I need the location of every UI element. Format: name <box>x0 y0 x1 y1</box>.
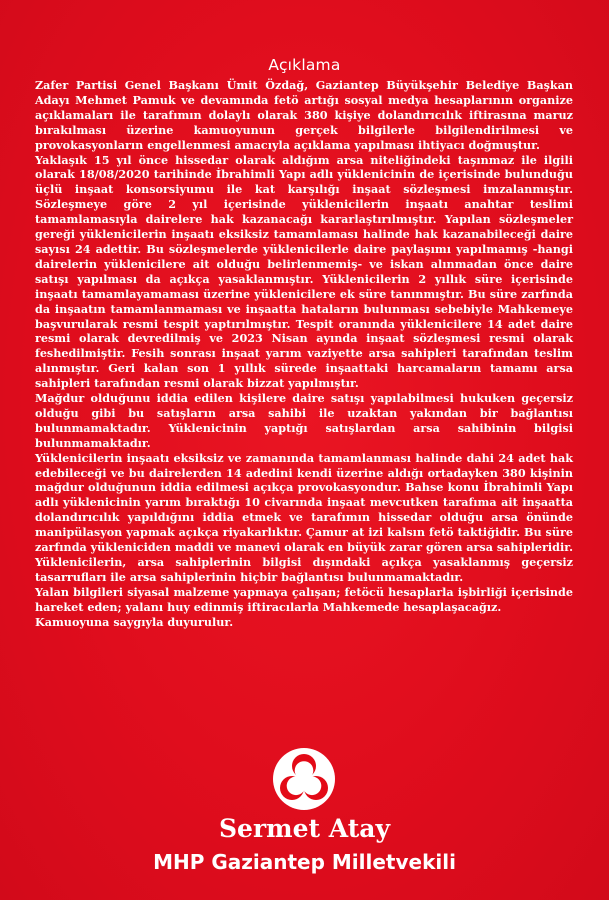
document-title: Açıklama <box>268 56 341 74</box>
signer-title: MHP Gaziantep Milletvekili <box>153 850 456 874</box>
paragraph-contract-history: Yaklaşık 15 yıl önce hissedar olarak aldığım arsa niteliğindeki taşınmaz ile ilgili olarak 18/08/2020 tarihinde İbrahimli Yapı adlı yüklenicinin de içerisinde bulunduğu üçlü inşaat konsorsiyumu ile kat karşılığı inşaat sözleşmesi imzalanmıştır. Sözleşmeye göre 2 yıl içerisinde yüklenicilerin inşaatı anahtar teslimi tamamlamasıyla dairelere hak kazanacağı kararlaştırılmıştır. Yapılan sözleşmeler gereği yüklenicilerin inşaatı eksiksiz tamamlaması halinde hak kazanabileceği daire sayısı 24 adettir. Bu sözleşmelerde yüklenicilerle daire paylaşımı yapılmamış -hangi dairelerin yüklenicilere ait olduğu belirlenmemiş- ve iskan alınmadan önce daire satışı yapılması da açıkça yasaklanmıştır. Yüklenicilerin 2 yıllık süre içerisinde inşaatı tamamlayamaması üzerine yüklenicilere ek süre tanınmıştır. Bu süre zarfında da inşaatın tamamlanmaması ve inşaatta hataların bulunması sebebiyle Mahkemeye başvurularak resmi tespit yaptırılmıştır. Tespit oranında yüklenicilere 14 adet daire resmi olarak devredilmiş ve 2023 Nisan ayında inşaat sözleşmesi resmi olarak feshedilmiştir. Fesih sonrası inşaat yarım vaziyette arsa sahipleri tarafından teslim alınmıştır. Geri kalan son 1 yıllık sürede inşaattaki harcamaların tamamı arsa sahipleri tarafından resmi olarak bizzat yapılmıştır. <box>35 152 573 391</box>
paragraph-court-warning: Yalan bilgileri siyasal malzeme yapmaya çalışan; fetöcü hesaplarla işbirliği içerisinde hareket eden; yalanı huy edinmiş iftiracılarla Mahkemede hesaplaşacağız. <box>35 584 573 614</box>
paragraph-sales-invalid: Mağdur olduğunu iddia edilen kişilere daire satışı yapılabilmesi hukuken geçersiz olduğu gibi bu satışların arsa sahibi ile uzaktan yakından bir bağlantısı bulunmamaktadır. Yüklenicinin yaptığı satışlardan arsa sahibinin bilgisi bulunmamaktadır. <box>35 391 573 450</box>
signer-name: Sermet Atay <box>219 814 390 843</box>
paragraph-provocation: Yüklenicilerin inşaatı eksiksiz ve zamanında tamamlanması halinde dahi 24 adet hak edebileceği ve bu dairelerden 14 adedini kendi üzerine aldığı ortadayken 380 kişinin mağdur olduğunun iddia edilmesi açıkça provokasyondur. Bahse konu İbrahimli Yapı adlı yüklenicinin yarım bıraktığı 10 civarında inşaat mevcutken tarafıma ait inşaatta dolandırıcılık yapıldığını iddia etmek ve tarafımın hissedar olduğu arsa önünde manipülasyon yapmak açıkça riyakarlıktır. Çamur at izi kalsın fetö taktiğidir. Bu süre zarfında yükleniciden maddi ve manevi olarak en büyük zarar gören arsa sahipleridir. Yüklenicilerin, arsa sahiplerinin bilgisi dışındaki açıkça yasaklanmış geçersiz tasarrufları ile arsa sahiplerinin hiçbir bağlantısı bulunmamaktadır. <box>35 450 573 584</box>
statement-body <box>35 78 573 630</box>
paragraph-closing: Kamuoyuna saygıyla duyurulur. <box>35 614 234 629</box>
mhp-emblem-svg <box>272 747 336 811</box>
paragraph-intro: Zafer Partisi Genel Başkanı Ümit Özdağ, Gaziantep Büyükşehir Belediye Başkan Adayı Mehmet Pamuk ve devamında fetö artığı sosyal medya hesaplarının organize açıklamaları ile tarafımın dolaylı olarak 380 kişiye dolandırıcılık iftirasına maruz bırakılması üzerine kamuoyunun gerçek bilgilerle bilgilendirilmesi ve provokasyonların engellenmesi amacıyla açıklama yapılması ihtiyacı doğmuştur. <box>35 78 573 152</box>
mhp-emblem-icon <box>272 747 336 811</box>
